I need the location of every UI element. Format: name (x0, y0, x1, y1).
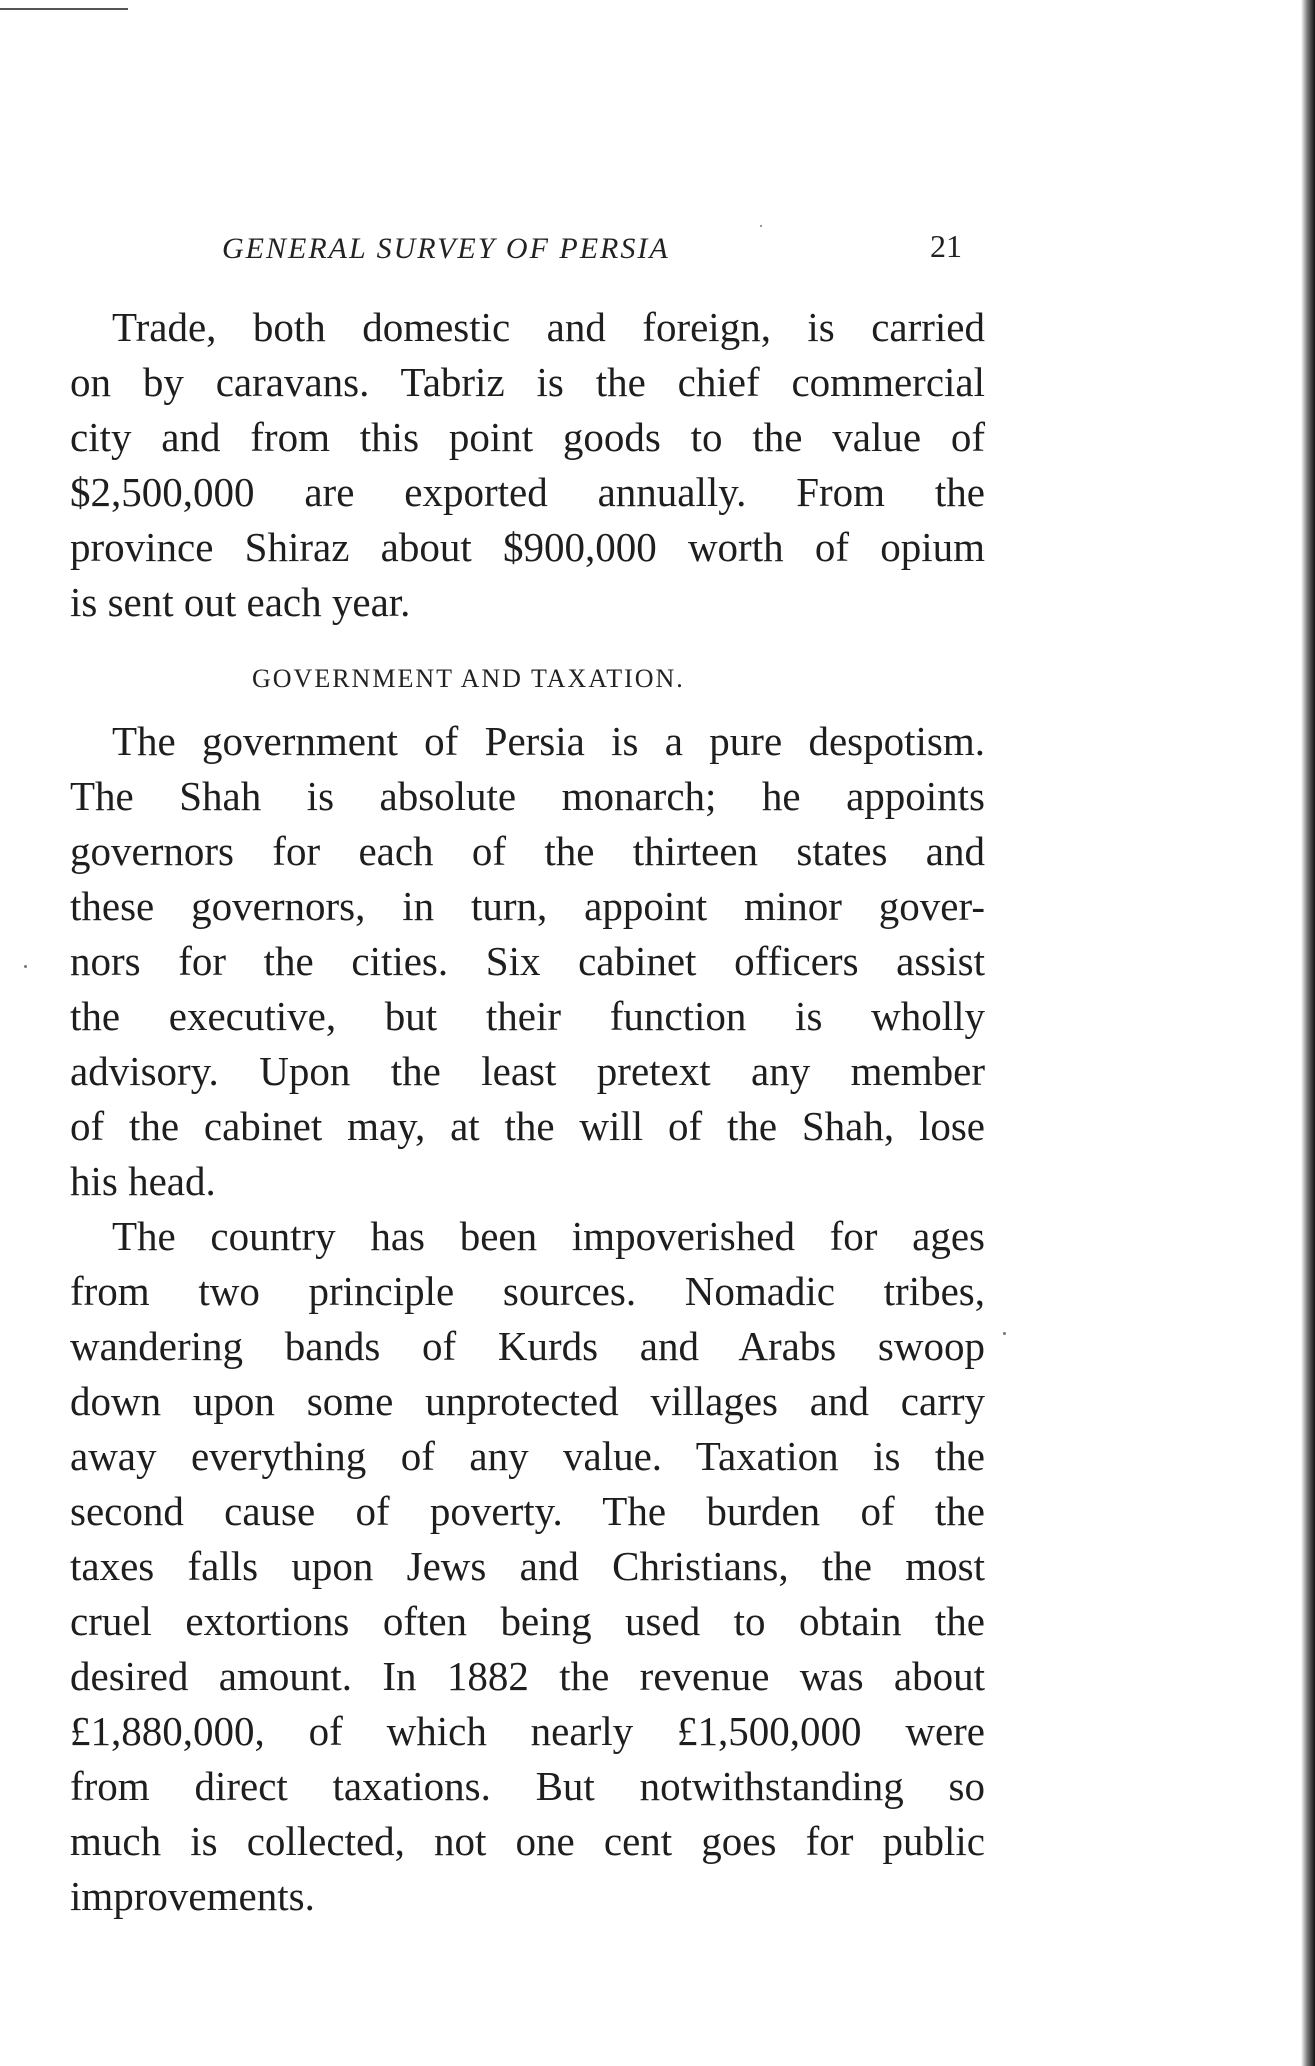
text-line: Trade, both domestic and foreign, is carried (112, 304, 985, 350)
text-line: nors for the cities. Six cabinet officers assist (70, 938, 985, 984)
text-line: is sent out each year. (70, 579, 411, 625)
text-line: second cause of poverty. The burden of the (70, 1488, 985, 1534)
text-line: from direct taxations. But notwithstanding so (70, 1763, 985, 1809)
text-line: advisory. Upon the least pretext any member (70, 1048, 985, 1094)
scan-top-rule (0, 8, 128, 10)
text-line: province Shiraz about $900,000 worth of opium (70, 524, 985, 570)
scan-speck (24, 965, 27, 968)
text-line: city and from this point goods to the value of (70, 414, 985, 460)
text-line: $2,500,000 are exported annually. From the (70, 469, 985, 515)
text-line: taxes falls upon Jews and Christians, the most (70, 1543, 985, 1589)
page-edge-shadow (1301, 0, 1315, 2066)
scan-speck (1003, 1332, 1006, 1335)
text-line: away everything of any value. Taxation is the (70, 1433, 985, 1479)
scan-speck (760, 225, 762, 227)
text-line: cruel extortions often being used to obtain the (70, 1598, 985, 1644)
text-line: down upon some unprotected villages and carry (70, 1378, 985, 1424)
text-line: much is collected, not one cent goes for public (70, 1818, 985, 1864)
page-number: 21 (930, 228, 962, 264)
text-line: desired amount. In 1882 the revenue was about (70, 1653, 985, 1699)
text-line: of the cabinet may, at the will of the Shah, lose (70, 1103, 985, 1149)
text-line: wandering bands of Kurds and Arabs swoop (70, 1323, 985, 1369)
section-heading: GOVERNMENT AND TAXATION. (252, 664, 685, 693)
running-head: GENERAL SURVEY OF PERSIA (222, 232, 670, 265)
paragraph-trade (70, 300, 985, 630)
text-line: the executive, but their function is wholly (70, 993, 985, 1039)
text-line: The country has been impoverished for ages (112, 1213, 985, 1259)
text-line: The Shah is absolute monarch; he appoints (70, 773, 985, 819)
text-line: improvements. (70, 1873, 315, 1919)
paragraph-government (70, 714, 985, 1209)
paragraph-poverty (70, 1209, 985, 1924)
text-line: The government of Persia is a pure despotism. (112, 718, 985, 764)
text-line: these governors, in turn, appoint minor gover- (70, 883, 985, 929)
page-body (70, 300, 985, 1924)
text-line: from two principle sources. Nomadic tribes, (70, 1268, 985, 1314)
text-line: £1,880,000, of which nearly £1,500,000 were (70, 1708, 985, 1754)
text-line: governors for each of the thirteen states and (70, 828, 985, 874)
text-line: on by caravans. Tabriz is the chief commercial (70, 359, 985, 405)
text-line: his head. (70, 1158, 216, 1204)
